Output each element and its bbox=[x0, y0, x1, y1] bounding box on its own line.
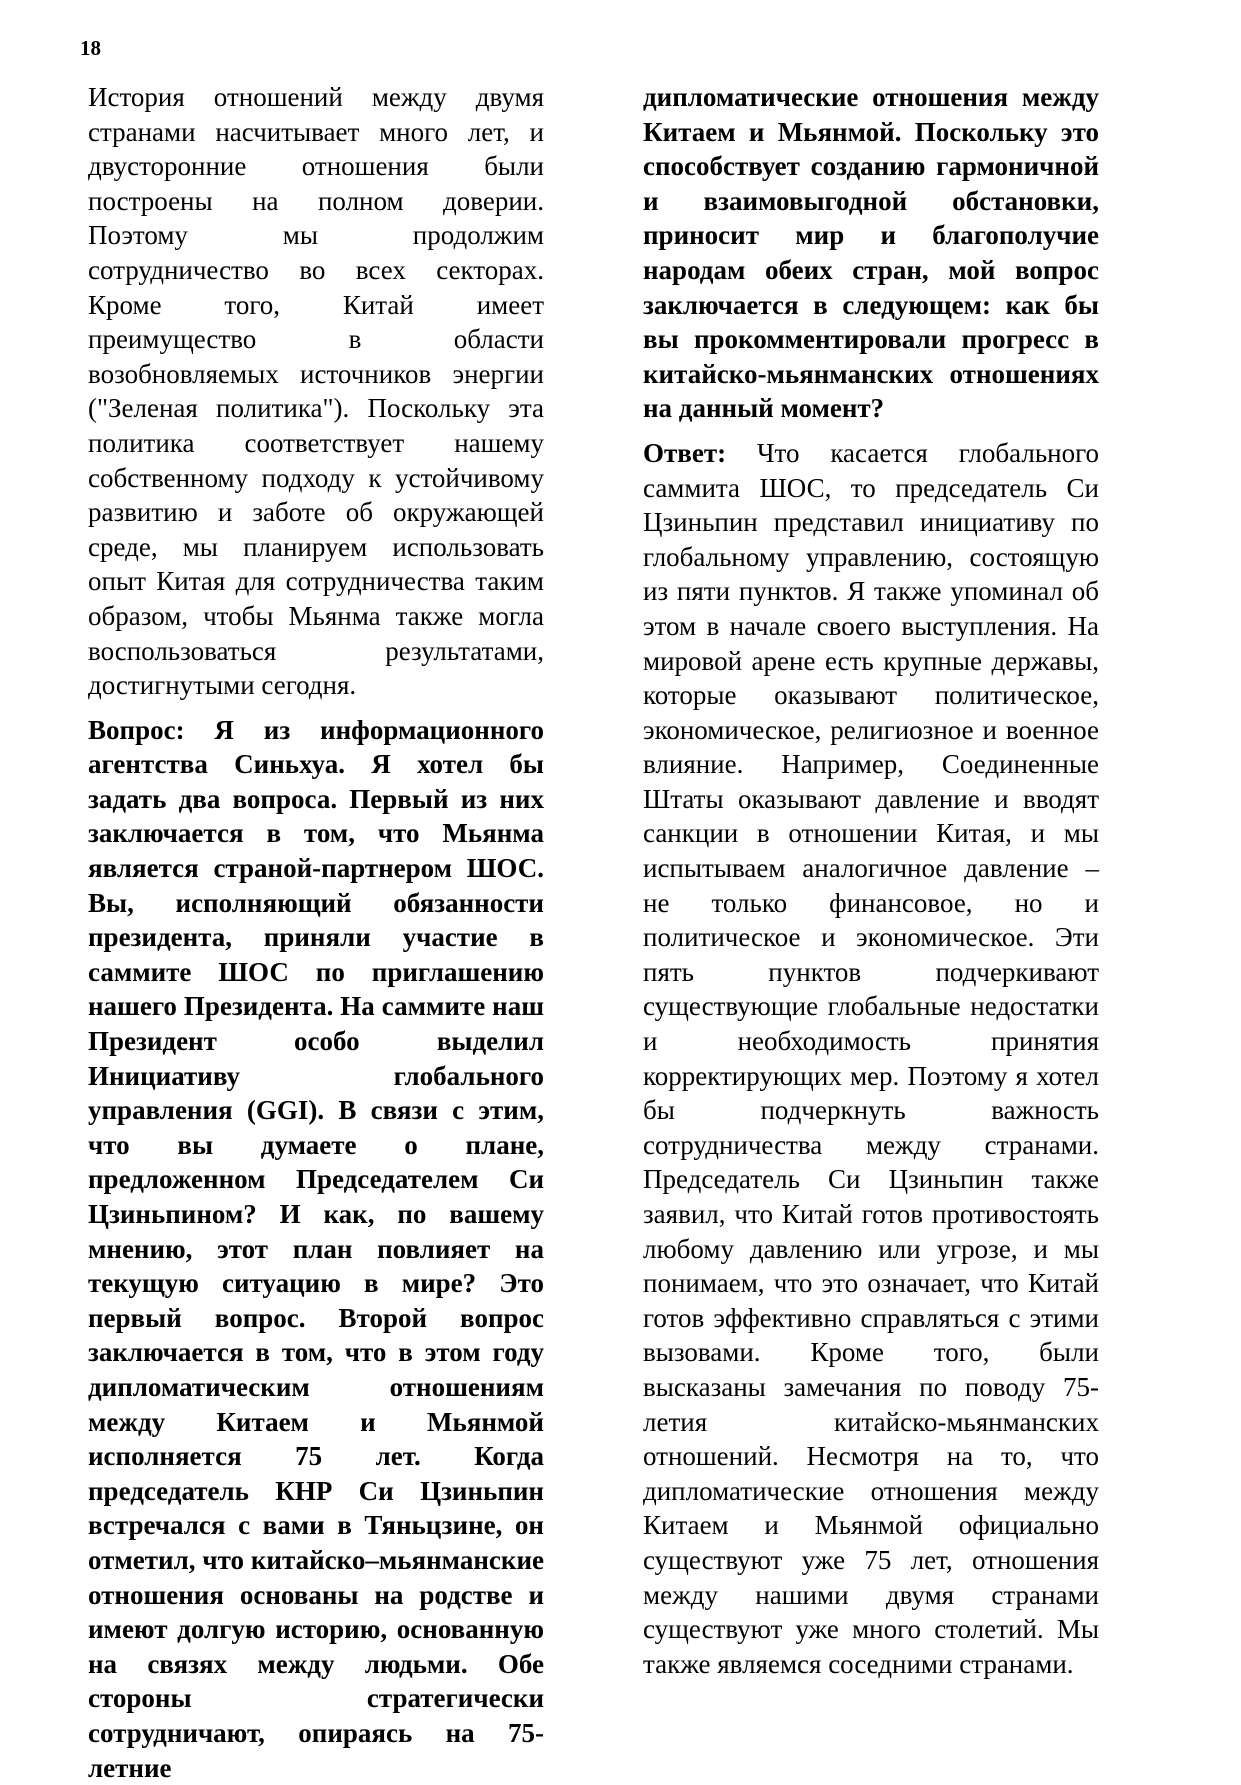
answer-text: Что касается глобального саммита ШОС, то председатель Си Цзиньпин представил инициативу по глобальному управлению, состоящую из пяти пунктов. Я также упоминал об этом в начале своего выступления. На мировой арене есть крупные державы, которые оказывают политическое, экономическое, религиозное и военное влияние. Например, Соединенные Штаты оказывают давление и вводят санкции в отношении Китая, и мы испытываем аналогичное давление – не только финансовое, но и политическое и экономическое. Эти пять пунктов подчеркивают существующие глобальные недостатки и необходимость принятия корректирующих мер. Поэтому я хотел бы подчеркнуть важность сотрудничества между странами. Председатель Си Цзиньпин также заявил, что Китай готов противостоять любому давлению или угрозе, и мы понимаем, что это означает, что Китай готов эффективно справляться с этими вызовами. Кроме того, были высказаны замечания по поводу 75-летия китайско-мьянманских отношений. Несмотря на то, что дипломатические отношения между Китаем и Мьянмой официально существуют уже 75 лет, отношения между нашими двумя странами существуют уже много столетий. Мы также являемся соседними странами. bbox=[643, 437, 1099, 1679]
question-continued-paragraph: дипломатические отношения между Китаем и Мьянмой. Поскольку это способствует созданию гармоничной и взаимовыгодной обстановки, приносит мир и благополучие народам обеих стран, мой вопрос заключается в следующем: как бы вы прокомментировали прогресс в китайско-мьянманских отношениях на данный момент? bbox=[643, 82, 1099, 424]
intro-paragraph: История отношений между двумя странами насчитывает много лет, и двусторонние отношения были построены на полном доверии. Поэтому мы продолжим сотрудничество во всех секторах. Кроме того, Китай имеет преимущество в области возобновляемых источников энергии ("Зеленая политика"). Поскольку эта политика соответствует нашему собственному подходу к устойчивому развитию и заботе об окружающей среде, мы планируем использовать опыт Китая для сотрудничества таким образом, чтобы Мьянма также могла воспользоваться результатами, достигнутыми сегодня. bbox=[88, 82, 544, 701]
answer-paragraph bbox=[643, 436, 1099, 1681]
right-column bbox=[643, 80, 1099, 1681]
question-label: Вопрос: bbox=[88, 714, 185, 745]
page-number: 18 bbox=[80, 36, 101, 60]
left-column bbox=[88, 80, 544, 1785]
question-paragraph bbox=[88, 713, 544, 1785]
question-text: Я из информационного агентства Синьхуа. Я хотел бы задать два вопроса. Первый из них заключается в том, что Мьянма является страной-партнером ШОС. Вы, исполняющий обязанности президента, приняли участие в саммите ШОС по приглашению нашего Президента. На саммите наш Президент особо выделил Инициативу глобального управления (GGI). В связи с этим, что вы думаете о плане, предложенном Председателем Си Цзиньпином? И как, по вашему мнению, этот план повлияет на текущую ситуацию в мире? Это первый вопрос. Второй вопрос заключается в том, что в этом году дипломатическим отношениям между Китаем и Мьянмой исполняется 75 лет. Когда председатель КНР Си Цзиньпин встречался с вами в Тяньцзине, он отметил, что китайско–мьянманские отношения основаны на родстве и имеют долгую историю, основанную на связях между людьми. Обе стороны стратегически сотрудничают, опираясь на 75-летние bbox=[88, 714, 544, 1783]
answer-label: Ответ: bbox=[643, 437, 727, 468]
